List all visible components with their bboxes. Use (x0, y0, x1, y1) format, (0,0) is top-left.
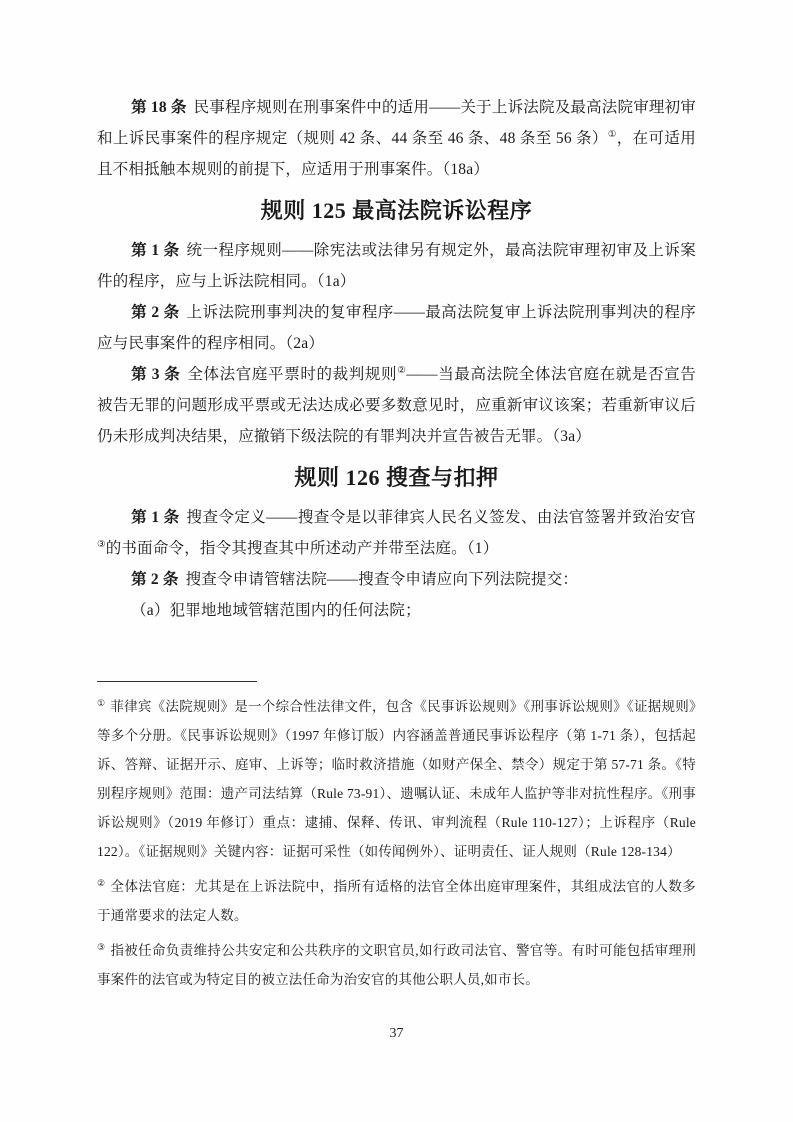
article-paragraph-rule126-s1 (97, 502, 696, 564)
list-item-a (97, 595, 696, 626)
article-text: ，在可适用且不相抵触本规则的前提下，应适用于刑事案件。（18a） (97, 130, 696, 178)
footnotes-section (97, 692, 696, 994)
article-paragraph-rule126-s2 (97, 564, 696, 595)
article-paragraph-rule125-s3 (97, 359, 696, 452)
article-paragraph-rule125-s1 (97, 235, 696, 297)
article-number: 第 18 条 (131, 99, 187, 116)
page-number: 37 (389, 1026, 404, 1041)
footnote-separator (97, 681, 257, 682)
article-number: 第 1 条 (131, 509, 180, 526)
article-text: 搜查令定义——搜查令是以菲律宾人民名义签发、由法官签署并致治安官 (186, 509, 696, 526)
article-text: 民事程序规则在刑事案件中的适用——关于上诉法院及最高法院审理初审和上诉民事案件的程序规定（规则 42 条、44 条至 46 条、48 条至 56 条） (97, 99, 697, 147)
footnote-text: 菲律宾《法院规则》是一个综合性法律文件，包含《民事诉讼规则》《刑事诉讼规则》《证据规则》等多个分册。《民事诉讼规则》（1997 年修订版）内容涵盖普通民事诉讼程序（第 1-71 条），包括起诉、答辩、证据开示、庭审、上诉等；临时救济措施（如财产保全、禁令）规定于第 57-71 条。《特别程序规则》范围：遗产司法结算（Rule 73-91）、遗嘱认证、未成年人监护等非对抗性程序。《刑事诉讼规则》（2019 年修订）重点：逮捕、保释、传讯、审判流程（Rule 110-127）；上诉程序（Rule 122）。《证据规则》关键内容：证据可采性（如传闻例外）、证明责任、证人规则（Rule 128-134） (97, 699, 696, 859)
list-item-text: （a）犯罪地地域管辖范围内的任何法院； (131, 602, 421, 619)
article-number: 第 1 条 (131, 242, 180, 259)
article-text: ——当最高法院全体法官庭在就是否宣告被告无罪的问题形成平票或无法达成必要多数意见时，应重新审议该案；若重新审议后仍未形成判决结果，应撤销下级法院的有罪判决并宣告被告无罪。（3a） (97, 366, 696, 445)
article-paragraph-rule120-s18 (97, 92, 696, 185)
article-number: 第 2 条 (131, 304, 180, 321)
rule-126-heading: 规则 126 搜查与扣押 (294, 465, 499, 490)
article-text: 全体法官庭平票时的裁判规则 (187, 366, 398, 383)
footnote-1 (97, 692, 696, 866)
footnote-marker-3: ③ (97, 941, 106, 952)
rule-125-heading: 规则 125 最高法院诉讼程序 (260, 198, 533, 223)
article-text: 上诉法院刑事判决的复审程序——最高法院复审上诉法院刑事判决的程序应与民事案件的程序相同。（2a） (97, 304, 696, 352)
footnote-ref-2: ② (397, 365, 407, 376)
article-text: 搜查令申请管辖法院——搜查令申请应向下列法院提交： (185, 571, 579, 588)
footnote-ref-3: ③ (97, 539, 106, 550)
article-text: 的书面命令，指令其搜查其中所述动产并带至法庭。（1） (105, 540, 499, 557)
footnote-3 (97, 936, 696, 994)
footnote-marker-2: ② (97, 877, 106, 888)
footnote-marker-1: ① (97, 697, 106, 708)
article-number: 第 3 条 (131, 366, 181, 383)
footnote-text: 全体法官庭：尤其是在上诉法院中，指所有适格的法官全体出庭审理案件，其组成法官的人数多于通常要求的法定人数。 (97, 879, 696, 923)
article-number: 第 2 条 (131, 571, 179, 588)
footnote-ref-1: ① (607, 129, 617, 140)
footnote-2 (97, 872, 696, 930)
footnote-text: 指被任命负责维持公共安定和公共秩序的文职官员,如行政司法官、警官等。有时可能包括审理刑事案件的法官或为特定目的被立法任命为治安官的其他公职人员,如市长。 (97, 943, 696, 987)
article-text: 统一程序规则——除宪法或法律另有规定外，最高法院审理初审及上诉案件的程序，应与上诉法院相同。（1a） (97, 242, 696, 290)
article-paragraph-rule125-s2 (97, 297, 696, 359)
